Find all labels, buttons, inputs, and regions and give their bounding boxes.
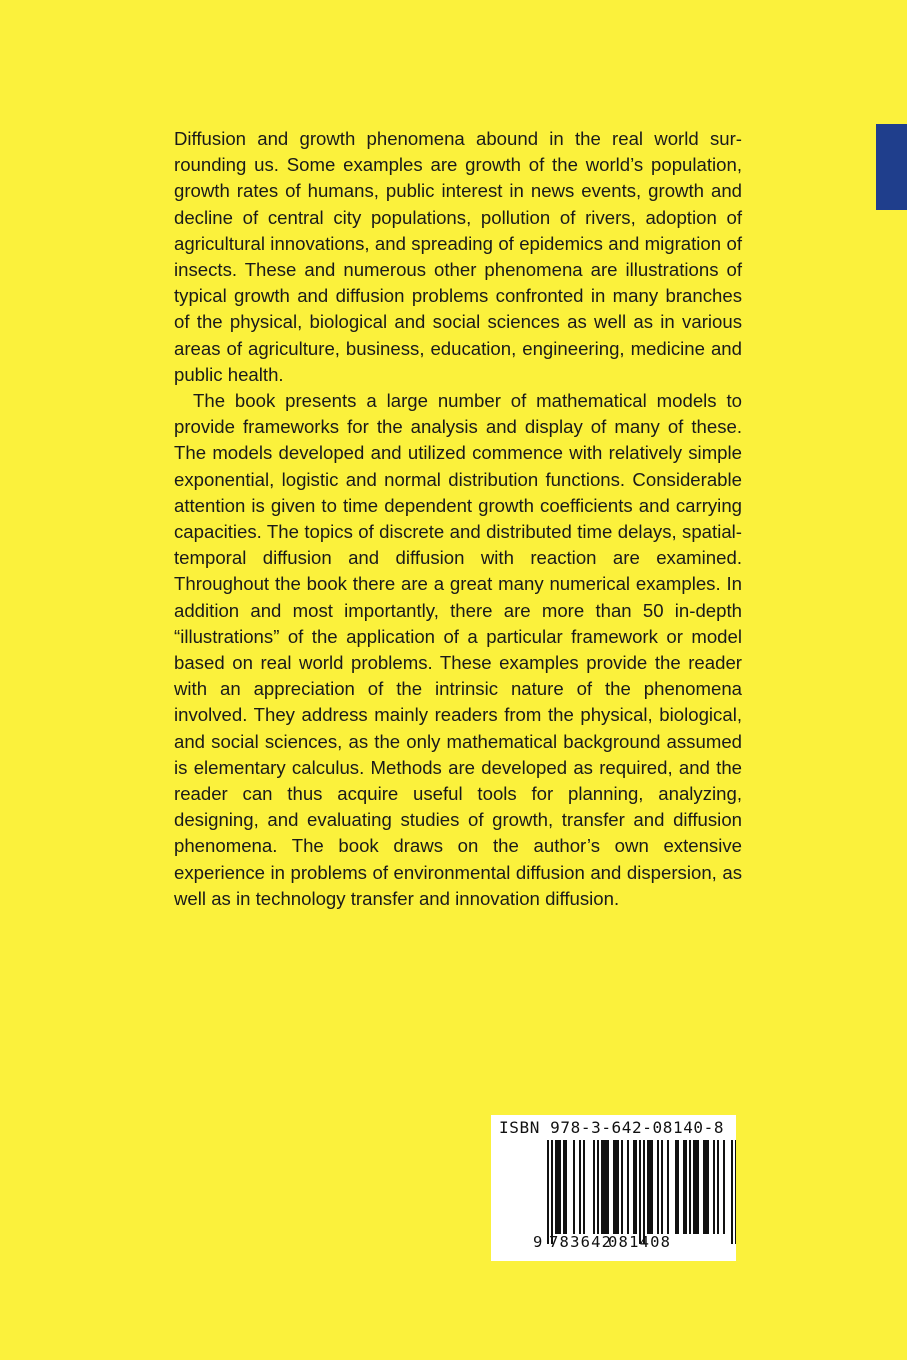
barcode-bar <box>583 1140 585 1234</box>
barcode-bar <box>639 1140 641 1244</box>
barcode-bar <box>601 1140 603 1234</box>
isbn-label: ISBN 978-3-642-08140-8 <box>499 1118 725 1137</box>
spine-color-tab <box>876 124 907 210</box>
barcode-bar <box>563 1140 565 1234</box>
barcode-bar <box>693 1140 695 1234</box>
barcode-bar <box>717 1140 719 1234</box>
barcode-bar <box>613 1140 615 1234</box>
barcode-bar <box>675 1140 677 1234</box>
barcode-bar <box>605 1140 607 1234</box>
barcode-bar <box>579 1140 581 1234</box>
barcode-bar <box>627 1140 629 1234</box>
barcode-bar <box>551 1140 553 1244</box>
barcode-bar <box>651 1140 653 1234</box>
barcode-bar <box>573 1140 575 1234</box>
barcode-bar <box>555 1140 557 1234</box>
barcode-bar <box>593 1140 595 1234</box>
barcode-bar <box>603 1140 605 1234</box>
barcode-bar <box>697 1140 699 1234</box>
barcode-bar <box>621 1140 623 1234</box>
barcode-bar <box>559 1140 561 1234</box>
barcode-bar <box>735 1140 736 1244</box>
ean-first-digit: 9 <box>533 1233 543 1251</box>
barcode-bar <box>649 1140 651 1234</box>
barcode-bar <box>633 1140 635 1234</box>
barcode-bar <box>643 1140 645 1244</box>
isbn-barcode <box>491 1115 736 1261</box>
barcode-bar <box>597 1140 599 1234</box>
blurb-paragraph-2: The book presents a large number of mathematical models to provide frameworks for the analysis and display of many of these. The models developed and utilized commence with relatively simple exponential, logistic and normal distribution functions. Considerable attention is given to time dependent growth coefficients and carrying capacities. The topics of discrete and distributed time delays, spatial-temporal diffusion and diffusion with reaction are examined. Throughout the book there are a great many numerical examples. In addition and most importantly, there are more than 50 in-depth “illustrations” of the application of a particular framework or model based on real world problems. These examples provide the reader with an appreciation of the intrinsic nature of the phenomena involved. They address mainly readers from the physical, biological, and social sciences, as the only mathematical background assumed is elementary calculus. Methods are developed as required, and the reader can thus acquire useful tools for planning, analyzing, designing, and evaluating studies of growth, transfer and diffusion phenomena. The book draws on the author’s own extensive experience in problems of environmental diffusion and dispersion, as well as in technology transfer and innovation diffusion. <box>174 390 742 909</box>
barcode-bar <box>607 1140 609 1234</box>
barcode-bar <box>703 1140 705 1234</box>
barcode-bar <box>695 1140 697 1234</box>
barcode-bar <box>565 1140 567 1234</box>
barcode-bar <box>647 1140 649 1234</box>
barcode-bar <box>685 1140 687 1234</box>
barcode-bar <box>617 1140 619 1234</box>
barcode-bar <box>615 1140 617 1234</box>
ean-right-group: 081408 <box>608 1233 672 1251</box>
barcode-bar <box>705 1140 707 1234</box>
barcode-bar <box>713 1140 715 1234</box>
back-cover-blurb <box>174 126 742 912</box>
barcode-bar <box>547 1140 549 1244</box>
barcode-bar <box>667 1140 669 1234</box>
barcode-bar <box>661 1140 663 1234</box>
barcode-bar <box>689 1140 691 1234</box>
barcode-bar <box>677 1140 679 1234</box>
barcode-bar <box>557 1140 559 1234</box>
barcode-bar <box>657 1140 659 1234</box>
blurb-paragraph-1: Diffusion and growth phenomena abound in the real world surrounding us. Some examples are growth of the world’s population, growth rates of humans, public interest in news events, growth and decline of central city populations, pollution of rivers, adoption of agricultural innovations, and spreading of epidemics and migration of insects. These and numerous other phenomena are illustrations of typical growth and diffusion problems confronted in many branches of the physical, biological and social sciences as well as in various areas of agriculture, business, education, engineering, medicine and public health. <box>174 128 742 385</box>
ean-digits <box>491 1233 736 1257</box>
barcode-bar <box>723 1140 725 1234</box>
barcode-bar <box>707 1140 709 1234</box>
barcode-bar <box>683 1140 685 1234</box>
ean-left-group: 783642 <box>549 1233 613 1251</box>
barcode-bar <box>731 1140 733 1244</box>
barcode-bar <box>635 1140 637 1234</box>
